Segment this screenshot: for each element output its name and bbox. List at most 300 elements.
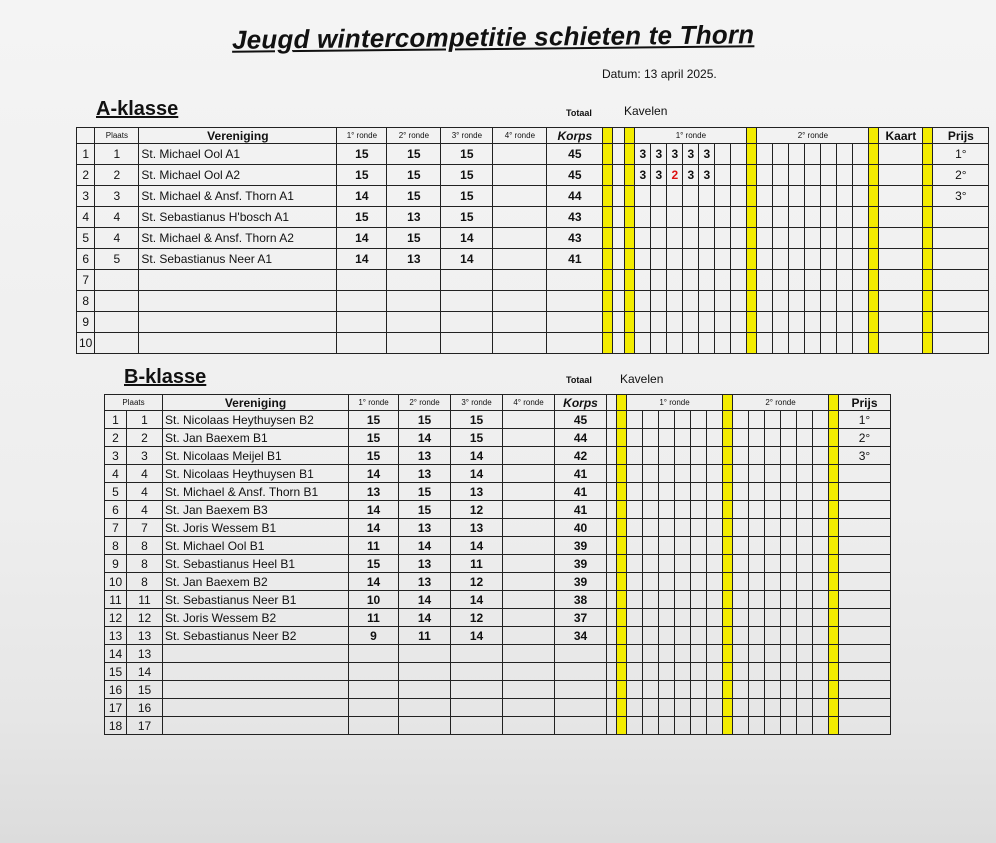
vereniging-cell: St. Nicolaas Meijel B1: [163, 447, 349, 465]
kavel-cell: [659, 699, 675, 717]
plaats-header: Plaats: [95, 128, 139, 144]
kavel-cell: [659, 447, 675, 465]
r3-cell: [451, 663, 503, 681]
plaats-cell: 8: [127, 573, 163, 591]
r4-cell: [503, 447, 555, 465]
kavel-cell: [837, 312, 853, 333]
r1-cell: [349, 717, 399, 735]
kavel-cell: [707, 573, 723, 591]
r3-cell: [451, 699, 503, 717]
yellow-divider: [923, 207, 933, 228]
kavel-cell: [651, 312, 667, 333]
yellow-divider: [869, 228, 879, 249]
yellow-divider: [723, 429, 733, 447]
spacer-cell: [607, 395, 617, 411]
vereniging-cell: [163, 663, 349, 681]
kavel-cell: [805, 312, 821, 333]
kavel-cell: [707, 717, 723, 735]
kav-r2-header: 2° ronde: [733, 395, 829, 411]
korps-cell: 41: [555, 501, 607, 519]
table-row: [77, 144, 989, 165]
r2-cell: [399, 663, 451, 681]
kavel-cell: [781, 483, 797, 501]
r3-cell: 14: [451, 537, 503, 555]
kavel-cell: [805, 249, 821, 270]
kavel-cell: [773, 249, 789, 270]
kaart-cell: [879, 333, 923, 354]
r2-cell: [387, 312, 441, 333]
spacer-cell: [607, 645, 617, 663]
kavel-cell: [797, 627, 813, 645]
vereniging-cell: St. Jan Baexem B1: [163, 429, 349, 447]
kavel-cell: [635, 186, 651, 207]
yellow-divider: [829, 555, 839, 573]
prijs-cell: [839, 663, 891, 681]
vereniging-cell: St. Sebastianus Neer B2: [163, 627, 349, 645]
row-number: 7: [105, 519, 127, 537]
spacer-cell: [607, 555, 617, 573]
r3-cell: 12: [451, 573, 503, 591]
kavel-cell: [659, 717, 675, 735]
kavel-cell: [781, 609, 797, 627]
yellow-divider: [829, 573, 839, 591]
r4-cell: [503, 717, 555, 735]
kavel-cell: [691, 537, 707, 555]
spacer-cell: [613, 186, 625, 207]
kavel-cell: [627, 555, 643, 573]
table-row: [105, 501, 891, 519]
yellow-divider: [747, 186, 757, 207]
yellow-divider: [603, 291, 613, 312]
yellow-divider: [625, 249, 635, 270]
korps-cell: 41: [547, 249, 603, 270]
kavel-cell: [789, 312, 805, 333]
plaats-cell: 4: [95, 228, 139, 249]
r1-cell: [349, 681, 399, 699]
kavel-cell: [699, 291, 715, 312]
kavel-cell: [837, 291, 853, 312]
kavel-cell: [733, 717, 749, 735]
r1-cell: 11: [349, 537, 399, 555]
kavel-cell: [797, 681, 813, 699]
prijs-cell: [839, 519, 891, 537]
kavel-cell: [733, 411, 749, 429]
b-header-row: [105, 395, 891, 411]
yellow-divider: [625, 312, 635, 333]
kavel-cell: [651, 228, 667, 249]
kavel-cell: [675, 663, 691, 681]
row-number: 4: [77, 207, 95, 228]
vereniging-cell: St. Jan Baexem B2: [163, 573, 349, 591]
spacer-cell: [613, 165, 625, 186]
kaart-cell: [879, 228, 923, 249]
row-number: 17: [105, 699, 127, 717]
plaats-cell: 1: [127, 411, 163, 429]
korps-cell: 43: [547, 228, 603, 249]
kavel-cell: [715, 186, 731, 207]
kavel-cell: [699, 249, 715, 270]
kavel-cell: [667, 207, 683, 228]
plaats-cell: 4: [95, 207, 139, 228]
kavel-cell: [765, 537, 781, 555]
yellow-divider: [617, 609, 627, 627]
korps-cell: [547, 270, 603, 291]
kavel-cell: [659, 573, 675, 591]
plaats-cell: 16: [127, 699, 163, 717]
kavel-cell: [627, 717, 643, 735]
kav-r1-header: 1° ronde: [635, 128, 747, 144]
r3-cell: 14: [451, 591, 503, 609]
kavel-cell: [675, 537, 691, 555]
kavel-cell: [707, 645, 723, 663]
r2-cell: [387, 270, 441, 291]
r4-cell: [503, 627, 555, 645]
vereniging-cell: St. Sebastianus Neer A1: [139, 249, 337, 270]
kavel-cell: [813, 501, 829, 519]
yellow-divider: [723, 395, 733, 411]
kavel-cell: [781, 411, 797, 429]
kavel-cell: [813, 537, 829, 555]
r4-cell: [493, 144, 547, 165]
yellow-divider: [617, 717, 627, 735]
r4-cell: [503, 555, 555, 573]
kavel-cell: [675, 681, 691, 699]
prijs-header: Prijs: [933, 128, 989, 144]
kavel-cell: [773, 291, 789, 312]
kavel-cell: [643, 429, 659, 447]
kavel-cell: [837, 207, 853, 228]
kavel-cell: [715, 270, 731, 291]
korps-cell: [555, 699, 607, 717]
kavel-cell: [797, 501, 813, 519]
yellow-divider: [747, 228, 757, 249]
prijs-cell: [839, 609, 891, 627]
kavel-cell: [659, 555, 675, 573]
kavel-cell: [707, 447, 723, 465]
kavel-cell: [659, 681, 675, 699]
vereniging-cell: [163, 717, 349, 735]
table-row: [105, 627, 891, 645]
prijs-cell: [933, 270, 989, 291]
yellow-divider: [747, 165, 757, 186]
kavel-cell: [765, 627, 781, 645]
kavel-cell: [691, 483, 707, 501]
yellow-divider: [829, 537, 839, 555]
kavel-cell: [813, 573, 829, 591]
kavel-cell: [675, 555, 691, 573]
kavel-cell: [797, 483, 813, 501]
korps-cell: 39: [555, 537, 607, 555]
kavel-cell: [715, 312, 731, 333]
kavel-cell: [821, 270, 837, 291]
yellow-divider: [923, 165, 933, 186]
row-number: 3: [77, 186, 95, 207]
kavel-cell: [765, 447, 781, 465]
vereniging-cell: St. Michael Ool A1: [139, 144, 337, 165]
yellow-divider: [923, 144, 933, 165]
kavel-cell: [757, 270, 773, 291]
kavel-cell: [757, 144, 773, 165]
r4-cell: [503, 411, 555, 429]
kavel-cell: [813, 699, 829, 717]
a-kavelen-label: Kavelen: [624, 104, 668, 118]
r4-cell: [503, 537, 555, 555]
yellow-divider: [869, 165, 879, 186]
plaats-cell: [95, 333, 139, 354]
korps-header: Korps: [547, 128, 603, 144]
korps-cell: [555, 663, 607, 681]
r1-cell: 14: [349, 573, 399, 591]
yellow-divider: [829, 717, 839, 735]
row-number: 6: [77, 249, 95, 270]
korps-cell: 37: [555, 609, 607, 627]
yellow-divider: [829, 699, 839, 717]
korps-cell: [555, 717, 607, 735]
vereniging-cell: St. Joris Wessem B2: [163, 609, 349, 627]
kavel-cell: [707, 609, 723, 627]
kavel-cell: [733, 465, 749, 483]
kavel-cell: [659, 663, 675, 681]
korps-cell: 41: [555, 483, 607, 501]
spacer-cell: [607, 429, 617, 447]
kavel-cell: [683, 312, 699, 333]
table-row: [105, 447, 891, 465]
plaats-cell: 8: [127, 555, 163, 573]
kavel-cell: 3: [683, 144, 699, 165]
kavel-cell: [797, 645, 813, 663]
spacer-cell: [613, 333, 625, 354]
prijs-cell: [933, 207, 989, 228]
kavel-cell: [789, 249, 805, 270]
r3-cell: [441, 291, 493, 312]
r3-cell: 15: [451, 429, 503, 447]
kavel-cell: [837, 165, 853, 186]
kavel-cell: [757, 207, 773, 228]
kavel-cell: [643, 717, 659, 735]
plaats-cell: 12: [127, 609, 163, 627]
kavel-cell: [789, 291, 805, 312]
yellow-divider: [829, 447, 839, 465]
yellow-divider: [723, 501, 733, 519]
kavel-cell: [659, 537, 675, 555]
kavel-cell: [781, 447, 797, 465]
r3-cell: 12: [451, 609, 503, 627]
row-number: 1: [105, 411, 127, 429]
yellow-divider: [829, 609, 839, 627]
kavel-cell: [635, 291, 651, 312]
r3-cell: 13: [451, 483, 503, 501]
kavel-cell: [813, 591, 829, 609]
r3-cell: 15: [451, 411, 503, 429]
a-totaal-label: Totaal: [566, 108, 592, 118]
page-title: Jeugd wintercompetitie schieten te Thorn: [231, 19, 755, 55]
yellow-divider: [603, 144, 613, 165]
vereniging-cell: St. Sebastianus Heel B1: [163, 555, 349, 573]
kavel-cell: [699, 207, 715, 228]
kavel-cell: [765, 555, 781, 573]
kavel-cell: [675, 573, 691, 591]
kavel-cell: [781, 663, 797, 681]
kavel-cell: [731, 249, 747, 270]
yellow-divider: [723, 519, 733, 537]
kavel-cell: [757, 249, 773, 270]
kavel-cell: [757, 333, 773, 354]
kavel-cell: 3: [651, 165, 667, 186]
yellow-divider: [723, 483, 733, 501]
r4-cell: [503, 591, 555, 609]
yellow-divider: [617, 573, 627, 591]
yellow-divider: [829, 429, 839, 447]
yellow-divider: [603, 249, 613, 270]
kavel-cell: [781, 591, 797, 609]
kavel-cell: [659, 411, 675, 429]
yellow-divider: [723, 555, 733, 573]
kavel-cell: [733, 519, 749, 537]
r1-cell: 15: [349, 447, 399, 465]
kavel-cell: [853, 228, 869, 249]
kavel-cell: [733, 627, 749, 645]
kavel-cell: [627, 591, 643, 609]
kavel-cell: [781, 645, 797, 663]
kavel-cell: [749, 717, 765, 735]
prijs-cell: [839, 573, 891, 591]
yellow-divider: [747, 333, 757, 354]
table-row: [105, 663, 891, 681]
vereniging-cell: [139, 333, 337, 354]
kavel-cell: [837, 144, 853, 165]
spacer-cell: [607, 537, 617, 555]
kavel-cell: [733, 537, 749, 555]
table-row: [105, 591, 891, 609]
kavel-cell: [715, 228, 731, 249]
kavel-cell: [773, 165, 789, 186]
kavel-cell: [643, 699, 659, 717]
yellow-divider: [829, 465, 839, 483]
r4-cell: [503, 681, 555, 699]
yellow-divider: [625, 291, 635, 312]
yellow-divider: [829, 645, 839, 663]
r1-cell: 15: [337, 165, 387, 186]
r3-cell: 15: [441, 207, 493, 228]
yellow-divider: [723, 591, 733, 609]
prijs-cell: [839, 645, 891, 663]
kavel-cell: [643, 483, 659, 501]
yellow-divider: [603, 312, 613, 333]
kavel-cell: [643, 609, 659, 627]
kavel-cell: [773, 333, 789, 354]
yellow-divider: [625, 333, 635, 354]
kavel-cell: [635, 228, 651, 249]
kavel-cell: [667, 249, 683, 270]
plaats-cell: 4: [127, 465, 163, 483]
kavel-cell: [691, 573, 707, 591]
kavel-cell: [675, 645, 691, 663]
yellow-divider: [617, 555, 627, 573]
vereniging-cell: St. Michael & Ansf. Thorn B1: [163, 483, 349, 501]
r1-cell: 14: [349, 465, 399, 483]
kavel-cell: [691, 501, 707, 519]
kavel-cell: [773, 207, 789, 228]
prijs-cell: [933, 312, 989, 333]
r1-cell: 14: [349, 501, 399, 519]
kavel-cell: [683, 186, 699, 207]
spacer-cell: [607, 663, 617, 681]
kavel-cell: [715, 165, 731, 186]
yellow-divider: [625, 270, 635, 291]
yellow-divider: [869, 312, 879, 333]
yellow-divider: [625, 228, 635, 249]
kavel-cell: [773, 228, 789, 249]
kavel-cell: [627, 681, 643, 699]
r3-cell: [441, 270, 493, 291]
yellow-divider: [869, 291, 879, 312]
r3-cell: [451, 681, 503, 699]
r1-header: 1° ronde: [349, 395, 399, 411]
kavel-cell: [667, 186, 683, 207]
kavel-cell: 3: [683, 165, 699, 186]
kavel-cell: [757, 291, 773, 312]
table-row: [105, 681, 891, 699]
kavel-cell: [731, 207, 747, 228]
kavel-cell: [781, 429, 797, 447]
spacer-cell: [613, 270, 625, 291]
r4-cell: [493, 249, 547, 270]
spacer-cell: [607, 609, 617, 627]
kavel-cell: [659, 609, 675, 627]
kavel-cell: [691, 627, 707, 645]
spacer-cell: [607, 681, 617, 699]
spacer-cell: [613, 228, 625, 249]
kavel-cell: [797, 447, 813, 465]
date-label: Datum: 13 april 2025.: [602, 67, 717, 81]
kavel-cell: [781, 555, 797, 573]
kavel-cell: [821, 228, 837, 249]
kavel-cell: [651, 186, 667, 207]
kavel-cell: [765, 609, 781, 627]
spacer-cell: [607, 465, 617, 483]
yellow-divider: [625, 165, 635, 186]
r1-cell: 15: [337, 207, 387, 228]
yellow-divider: [869, 128, 879, 144]
plaats-cell: 14: [127, 663, 163, 681]
kavel-cell: [699, 228, 715, 249]
yellow-divider: [723, 717, 733, 735]
r4-header: 4° ronde: [503, 395, 555, 411]
spacer-cell: [607, 519, 617, 537]
kavel-cell: [699, 333, 715, 354]
kavel-cell: [699, 270, 715, 291]
yellow-divider: [747, 291, 757, 312]
vereniging-cell: St. Michael & Ansf. Thorn A1: [139, 186, 337, 207]
row-number: 16: [105, 681, 127, 699]
yellow-divider: [617, 663, 627, 681]
r2-cell: [399, 717, 451, 735]
r1-cell: [337, 312, 387, 333]
kavel-cell: [643, 627, 659, 645]
r2-header: 2° ronde: [399, 395, 451, 411]
row-number: 10: [105, 573, 127, 591]
yellow-divider: [923, 186, 933, 207]
kavel-cell: [683, 270, 699, 291]
r2-cell: 13: [399, 447, 451, 465]
r4-cell: [493, 228, 547, 249]
kavel-cell: [789, 207, 805, 228]
row-number: 15: [105, 663, 127, 681]
r4-cell: [503, 645, 555, 663]
kavel-cell: [643, 555, 659, 573]
kavel-cell: [627, 429, 643, 447]
kavel-cell: [731, 270, 747, 291]
